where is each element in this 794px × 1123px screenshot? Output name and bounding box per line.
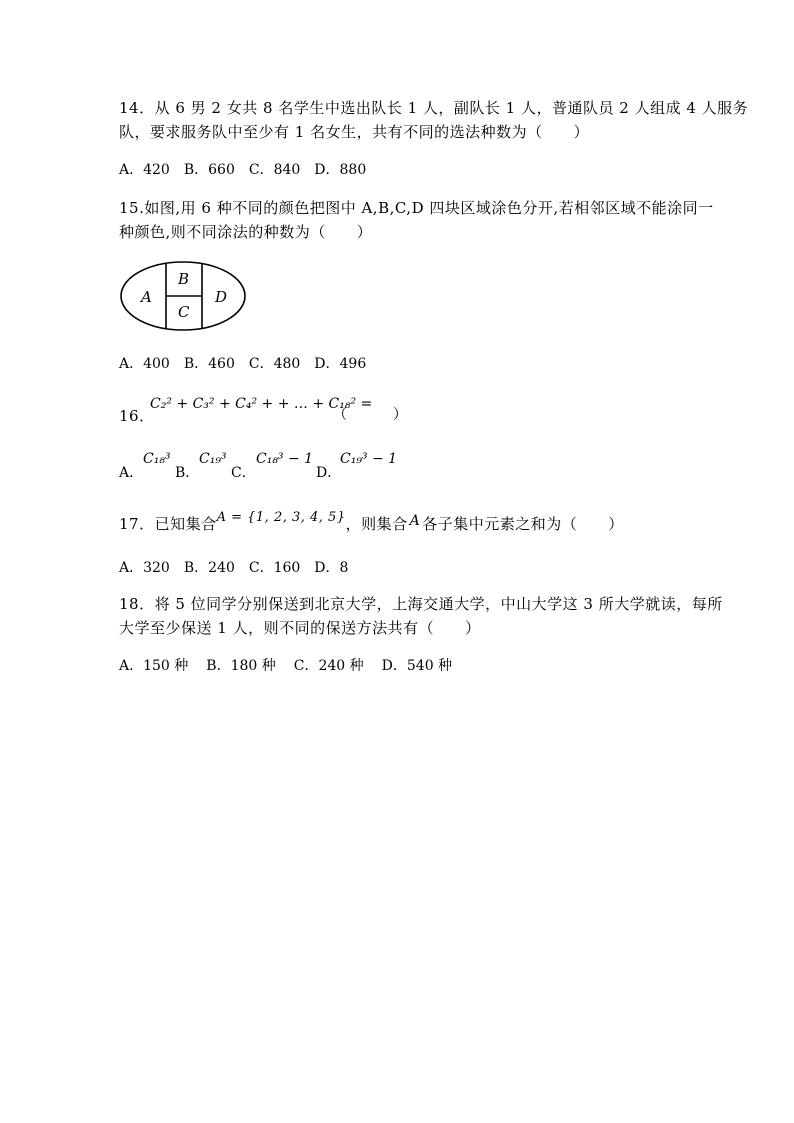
q14-option-d: D．880 xyxy=(314,162,367,178)
q16-paren: （ ） xyxy=(333,407,413,423)
q14-line1: 14．从 6 男 2 女共 8 名学生中选出队长 1 人，副队长 1 人，普通队员 2 人组成 4 人服务 xyxy=(119,99,749,117)
q14-options xyxy=(119,160,380,180)
q15-region-figure xyxy=(118,260,250,334)
region-label-a: A xyxy=(141,288,152,306)
q15-line2: 种颜色,则不同涂法的种数为（ ） xyxy=(119,223,373,241)
region-label-c: C xyxy=(178,303,190,321)
q18-option-a: A．150 种 xyxy=(119,658,189,674)
q17-option-a: A．320 xyxy=(119,560,170,576)
q16-option-c-expr: C₁₈³ − 1 xyxy=(256,451,314,467)
q17-option-c: C．160 xyxy=(248,560,301,576)
q16-option-b-expr: C₁₉³ xyxy=(199,451,227,467)
q14-line2: 队，要求服务队中至少有 1 名女生，共有不同的选法种数为（ ） xyxy=(119,123,590,141)
q16-option-a-letter: A． xyxy=(119,465,144,481)
q16-option-c-letter: C． xyxy=(231,465,256,481)
q17-set: A = {1, 2, 3, 4, 5} xyxy=(216,510,346,525)
q16-number: 16． xyxy=(119,407,155,425)
q18-line1: 18．将 5 位同学分别保送到北京大学，上海交通大学，中山大学这 3 所大学就读，每所 xyxy=(119,595,723,613)
region-label-b: B xyxy=(178,270,190,288)
q14-option-a: A．420 xyxy=(119,162,170,178)
q17-prefix: 17．已知集合 xyxy=(119,515,217,533)
q18-line2: 大学至少保送 1 人，则不同的保送方法共有（ ） xyxy=(119,619,481,637)
q17-suffix-b: 各子集中元素之和为（ ） xyxy=(422,515,624,533)
q17-line xyxy=(119,510,624,534)
q15-line1: 15.如图,用 6 种不同的颜色把图中 A,B,C,D 四块区域涂色分开,若相邻区域不能涂同一 xyxy=(119,199,714,217)
q14-option-c: C．840 xyxy=(248,162,301,178)
q17-set-name: A xyxy=(409,513,421,529)
q17-suffix-a: ，则集合 xyxy=(345,515,408,533)
region-label-d: D xyxy=(215,288,228,306)
q15-option-c: C．480 xyxy=(248,356,301,372)
q17-options xyxy=(119,558,362,578)
q14-option-b: B．660 xyxy=(183,162,235,178)
q18-option-d: D．540 种 xyxy=(381,658,453,674)
q18-option-b: B．180 种 xyxy=(206,658,276,674)
q16-option-b-letter: B． xyxy=(175,465,200,481)
q15-option-d: D．496 xyxy=(314,356,367,372)
q15-option-a: A．400 xyxy=(119,356,170,372)
q16-option-a-expr: C₁₈³ xyxy=(143,451,171,467)
q16-option-d-expr: C₁₉³ − 1 xyxy=(340,451,398,467)
q17-option-d: D．8 xyxy=(314,560,349,576)
q18-options xyxy=(119,656,466,676)
q16-option-d-letter: D． xyxy=(316,465,342,481)
q17-option-b: B．240 xyxy=(183,560,235,576)
q18-option-c: C．240 种 xyxy=(293,658,364,674)
q15-options xyxy=(119,354,380,374)
q15-option-b: B．460 xyxy=(183,356,235,372)
q16-expression: C₂² + C₃² + C₄² + + … + C₁₈² = xyxy=(150,396,373,412)
